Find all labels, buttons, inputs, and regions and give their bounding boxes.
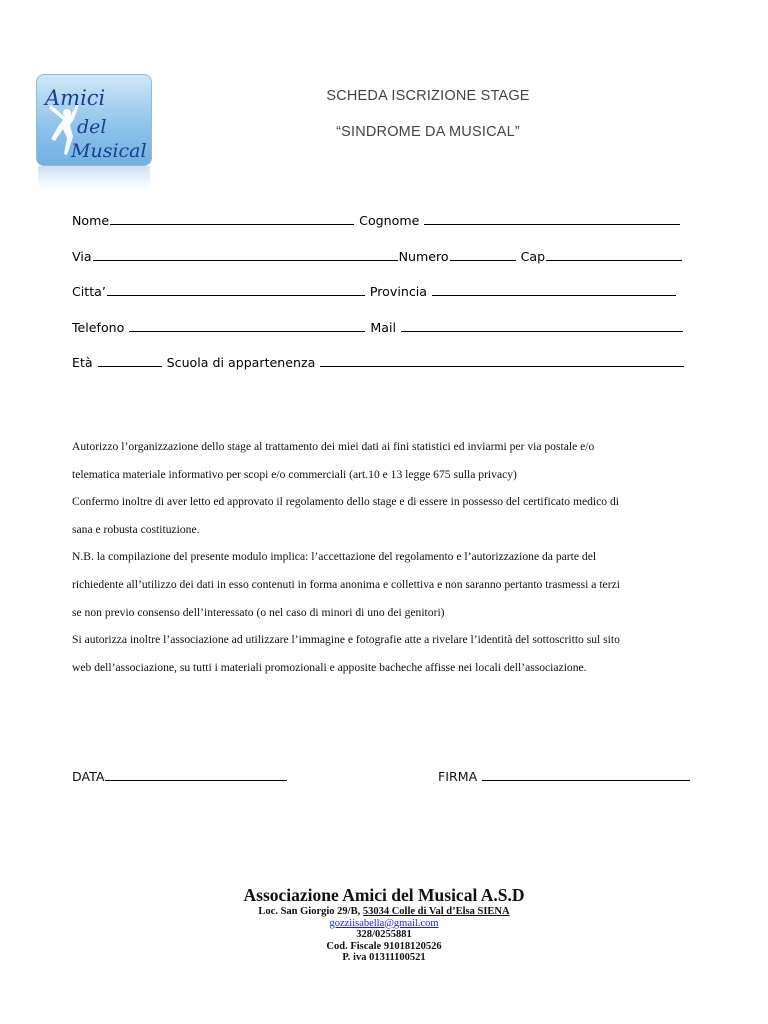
footer-email-link[interactable]: gozziisabella@gmail.com xyxy=(329,917,439,929)
consent-text xyxy=(72,433,702,681)
consent-line: richiedente all’utilizzo dei dati in esso contenuti in forma anonima e collettiva e non saranno pertanto trasmessi a terzi xyxy=(72,577,620,591)
row-name xyxy=(72,212,692,248)
label-cap: Cap xyxy=(520,248,546,264)
consent-line: telematica materiale informativo per scopi e/o commerciali (art.10 e 13 legge 675 sulla privacy) xyxy=(72,467,517,481)
input-citta[interactable] xyxy=(107,283,365,296)
label-nome: Nome xyxy=(72,213,110,228)
logo-reflection xyxy=(38,166,150,190)
footer-address xyxy=(0,906,768,918)
form-subtitle: “SINDROME DA MUSICAL” xyxy=(336,124,520,140)
consent-line: se non previo consenso dell’interessato (o nel caso di minori di uno dei genitori) xyxy=(72,605,445,619)
label-telefono: Telefono xyxy=(72,319,125,335)
footer-phone: 328/0255881 xyxy=(356,929,412,940)
footer-email xyxy=(0,918,768,930)
input-nome[interactable] xyxy=(110,212,354,225)
consent-line: Autorizzo l’organizzazione dello stage al trattamento dei miei dati ai fini statistici ed inviarmi per via postale e/o xyxy=(72,440,595,453)
label-firma: FIRMA xyxy=(438,769,478,784)
input-via[interactable] xyxy=(93,248,398,261)
input-provincia[interactable] xyxy=(432,283,676,296)
logo-text-1: Amici xyxy=(45,86,106,110)
row-contact xyxy=(72,319,692,355)
label-citta: Citta’ xyxy=(72,284,106,299)
label-mail: Mail xyxy=(370,319,396,335)
footer-vat: P. iva 01311100521 xyxy=(342,952,426,963)
input-scuola[interactable] xyxy=(320,354,684,367)
row-city xyxy=(72,283,692,319)
consent-line: web dell’associazione, su tutti i materiali promozionali e apposite bacheche affisse nei locali dell’associazione. xyxy=(72,660,587,674)
footer-org-name: Associazione Amici del Musical A.S.D xyxy=(243,885,525,905)
consent-line: sana e robusta costituzione. xyxy=(72,522,200,536)
label-provincia: Provincia xyxy=(369,284,427,299)
consent-line: N.B. la compilazione del presente modulo implica: l’accettazione del regolamento e l’autorizzazione da parte del xyxy=(72,550,597,564)
footer-address-street: Loc. San Giorgio 29/B, xyxy=(258,906,363,917)
input-data[interactable] xyxy=(105,768,287,781)
input-eta[interactable] xyxy=(98,354,162,367)
label-data: DATA xyxy=(72,769,105,784)
label-eta: Età xyxy=(72,355,93,370)
label-cognome: Cognome xyxy=(359,213,420,228)
date-field-row xyxy=(72,768,288,784)
signature-field-row xyxy=(438,768,691,784)
logo-text-2: del xyxy=(77,116,107,138)
label-numero: Numero xyxy=(398,248,449,264)
row-school xyxy=(72,354,692,390)
input-telefono[interactable] xyxy=(129,319,365,332)
row-address xyxy=(72,248,692,284)
label-via: Via xyxy=(72,248,92,264)
footer xyxy=(0,884,768,964)
footer-fiscal-code: Cod. Fiscale 91018120526 xyxy=(326,940,442,952)
input-mail[interactable] xyxy=(401,319,683,332)
form-title: SCHEDA ISCRIZIONE STAGE xyxy=(326,88,530,104)
input-numero[interactable] xyxy=(450,248,516,261)
footer-address-city: 53034 Colle di Val d’Elsa SIENA xyxy=(362,906,510,917)
logo-text-3: Musical xyxy=(71,140,147,162)
input-firma[interactable] xyxy=(482,768,690,781)
registration-fields xyxy=(72,212,692,390)
input-cognome[interactable] xyxy=(424,212,680,225)
consent-line: Confermo inoltre di aver letto ed approvato il regolamento dello stage e di essere in possesso del certificato medico di xyxy=(72,495,619,509)
consent-line: Si autorizza inoltre l’associazione ad utilizzare l’immagine e fotografie atte a rivelare l’identità del sottoscritto sul sito xyxy=(72,633,620,647)
input-cap[interactable] xyxy=(546,248,682,261)
label-scuola: Scuola di appartenenza xyxy=(166,355,316,370)
